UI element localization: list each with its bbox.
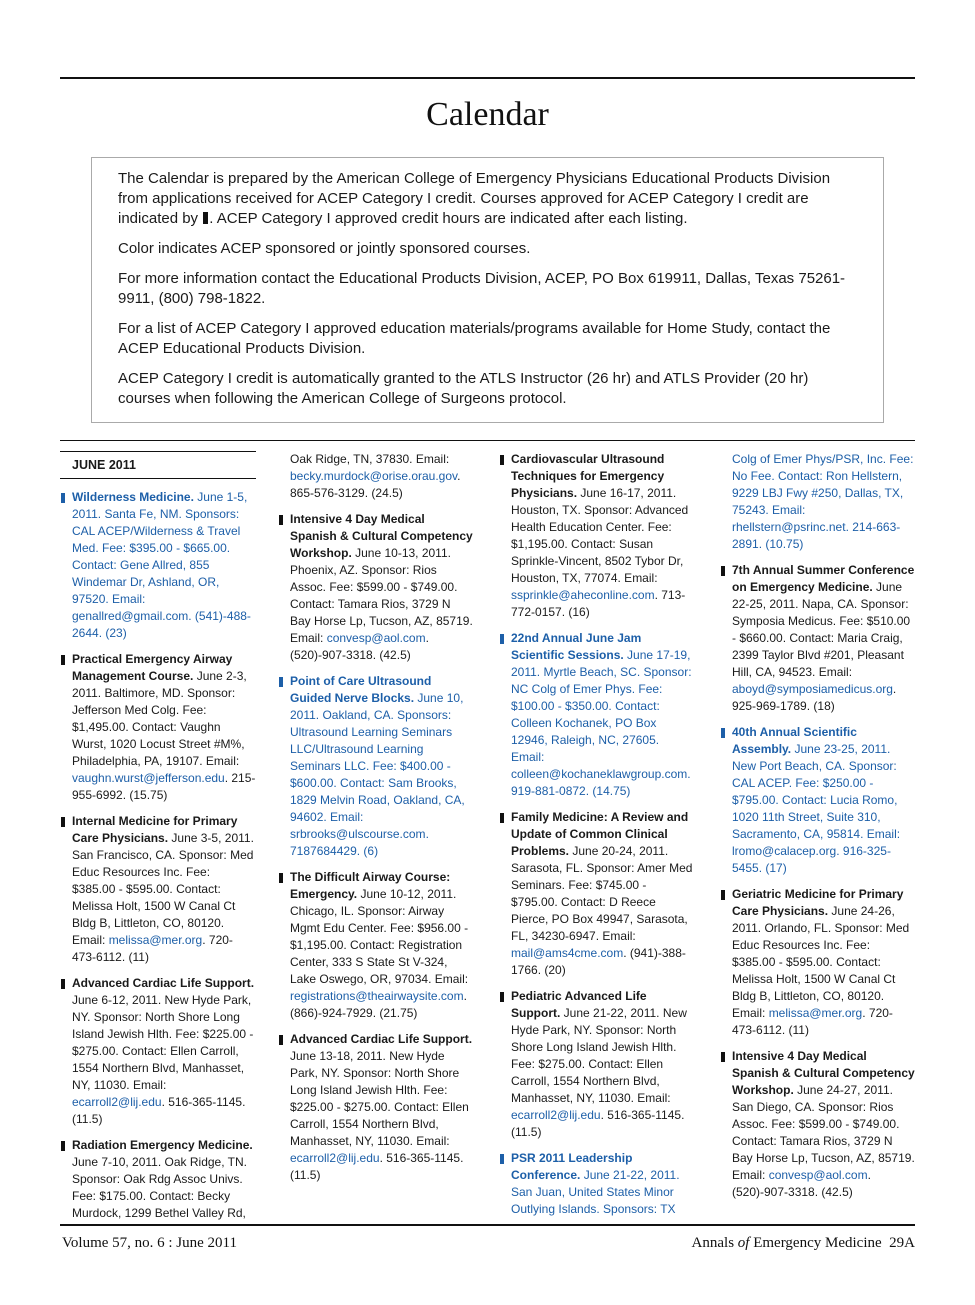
listing-email-link[interactable]: ecarroll2@lij.edu [72,1095,162,1109]
category-marker-icon [279,1035,283,1045]
category-marker-icon [279,677,283,687]
listing-title: The Difficult Airway Course: Emergency. [290,870,451,901]
intro-paragraph-2: Color indicates ACEP sponsored or jointly sponsored courses. [118,240,531,257]
listing-phone-credit: . 516-365-1145. (11.5) [72,1095,246,1126]
listing-email-link[interactable]: ecarroll2@lij.edu [511,1108,601,1122]
listing-email-link[interactable]: lromo@calacep.org [732,844,837,858]
listing-details: June 21-22, 2011. New Hyde Park, NY. Sponsor: North Shore Long Island Jewish Hlth. Fee: $275.00. Contact: Ellen Carroll, 1554 Northern Blvd, Manhasset, NY, 11030. Email: [511,1006,687,1105]
intro-text: . ACEP Category I approved credit hours are indicated after each listing. [209,210,688,227]
page-title: Calendar [426,96,549,133]
listing-title: Wilderness Medicine. [72,490,194,504]
category-marker-icon [61,817,65,827]
journal-name: Emergency Medicine [749,1235,882,1251]
category-marker-icon [721,728,725,738]
listing-phone-credit: . (866)-924-7929. (21.75) [290,989,467,1020]
listing-details: June 7-10, 2011. Oak Ridge, TN. Sponsor: Oak Rdg Assoc Univs. Fee: $175.00. Contact: Becky Murdock, 1299 Bethel Valley Rd, [72,1155,247,1220]
listing-phone-credit: . 214-663-2891. (10.75) [732,520,901,551]
listing [60,651,256,804]
listing-details: June 20-24, 2011. Sarasota, FL. Sponsor: Amer Med Seminars. Fee: $745.00 - $795.00. Contact: D Reece Pierce, PO Box 49947, Sarasota, FL, 34230-6947. Email: [511,844,693,943]
listing-details: June 24-26, 2011. Orlando, FL. Sponsor: Med Educ Resources Inc. Fee: $385.00 - $595.00. Contact: Melissa Holt, 1500 W Canal Ct Bldg B, Littleton, CO, 80120. Email: [732,904,910,1020]
intro-paragraph-1 [118,169,857,229]
listing [499,630,695,800]
listing-title: Cardiovascular Ultrasound Techniques for Emergency Physicians. [511,452,665,500]
listing [499,1150,695,1218]
listing-title: Geriatric Medicine for Primary Care Physicians. [732,887,904,918]
top-rule [60,77,915,79]
column-2 [278,451,474,1193]
listing [499,451,695,621]
listing-details: June 2-3, 2011. Baltimore, MD. Sponsor: Jefferson Med Colg. Fee: $1,495.00. Contact: Vaughn Wurst, 1020 Locust Street #M%, Philadelphia, PA, 19107. Email: [72,669,247,768]
listing-title: Intensive 4 Day Medical Spanish & Cultural Competency Workshop. [732,1049,915,1097]
listing [499,988,695,1141]
journal-name: Annals [691,1235,738,1251]
category-marker-icon [500,1154,504,1164]
listing [60,489,256,642]
listing-continued [720,451,916,553]
column-4 [720,451,916,1210]
listing-phone-credit: . (541)-488-2644. (23) [72,609,251,640]
category-marker-icon [61,493,65,503]
category-marker-icon [721,890,725,900]
listing-phone-credit: . (520)-907-3318. (42.5) [732,1168,871,1199]
category-marker-icon [500,455,504,465]
listing-details: June 13-18, 2011. New Hyde Park, NY. Sponsor: North Shore Long Island Jewish Hlth. Fee: $225.00 - $275.00. Contact: Ellen Carroll, 1554 Northern Blvd, Manhasset, NY, 11030. Email: [290,1049,469,1148]
category-marker-icon [61,655,65,665]
listing-details: June 10, 2011. Oakland, CA. Sponsors: Ultrasound Learning Seminars LLC/Ultrasound Learning Seminars LLC. Fee: $400.00 - $600.00. Contact: Sam Brooks, 1829 Melvin Road, Oakland, CA, 94602. Email: [290,691,465,824]
listing-phone-credit: . 919-881-0872. (14.75) [511,767,691,798]
listing-details: June 22-25, 2011. Napa, CA. Sponsor: Symposia Medicus. Fee: $510.00 - $660.00. Contact: Maria Craig, 2399 Taylor Blvd #201, Pleasant Hill, CA, 94523. Email: [732,580,911,679]
category-marker-icon [721,1052,725,1062]
listing-details: June 23-25, 2011. New Port Beach, CA. Sponsor: CAL ACEP. Fee: $250.00 - $795.00. Contact: Lucia Romo, 1020 11th Street, Suite 310, Sacramento, CA, 95814. Email: [732,742,901,841]
listing-continued [278,451,474,502]
listing-email-link[interactable]: vaughn.wurst@jefferson.edu [72,771,225,785]
listing-email-link[interactable]: rhellstern@psrinc.net [732,520,846,534]
column-3 [499,451,695,1227]
listing-details: June 17-19, 2011. Myrtle Beach, SC. Sponsor: NC Colg of Emer Phys. Fee: $100.00 - $350.00. Contact: Colleen Kochanek, PO Box 12946, Raleigh, NC, 27605. Email: [511,648,692,764]
category-marker-icon [500,813,504,823]
listing-details: June 21-22, 2011. San Juan, United States Minor Outlying Islands. Sponsors: TX [511,1168,680,1216]
listing [60,975,256,1128]
listing-details: June 10-12, 2011. Chicago, IL. Sponsor: Airway Mgmt Edu Center. Fee: $956.00 - $1,195.00. Contact: Registration Center, 333 S State St V-324, Lake Oswego, OR, 97034. Email: [290,887,469,986]
listing-title: 22nd Annual June Jam Scientific Sessions. [511,631,642,662]
listing-phone-credit: . 516-365-1145. (11.5) [511,1108,685,1139]
listing-phone-credit: . (520)-907-3318. (42.5) [290,631,429,662]
section-rule [60,440,915,441]
listing-email-link[interactable]: melissa@mer.org [108,933,203,947]
listing [278,511,474,664]
listing-title: Radiation Emergency Medicine. [72,1138,253,1152]
listing-details: June 3-5, 2011. San Francisco, CA. Sponsor: Med Educ Resources Inc. Fee: $385.00 - $595.00. Contact: Melissa Holt, 1500 W Canal Ct Bldg B, Littleton, CO, 80120. Email: [72,831,254,947]
listing-details: Colg of Emer Phys/PSR, Inc. Fee: No Fee. Contact: Ron Hellstern, 9229 LBJ Fwy #250, Dallas, TX, 75243. Email: [732,452,914,517]
listing-title: Intensive 4 Day Medical Spanish & Cultural Competency Workshop. [290,512,473,560]
listing-details: June 24-27, 2011. San Diego, CA. Sponsor: Rios Assoc. Fee: $599.00 - $749.00. Contact: Tamara Rios, 3729 N Bay Horse Lp, Tucson, AZ, 85719. Email: [732,1083,915,1182]
listing [278,1031,474,1184]
category-marker-icon [500,634,504,644]
listing-email-link[interactable]: colleen@kochaneklawgroup.com [511,767,688,781]
listing-details: June 16-17, 2011. Houston, TX. Sponsor: Advanced Health Education Center. Fee: $1,195.00. Contact: Susan Sprinkle-Vincent, 8502 Tybor Dr, Houston, TX, 77074. Email: [511,486,689,585]
category-marker-icon [61,979,65,989]
listing-details: June 6-12, 2011. New Hyde Park, NY. Sponsor: North Shore Long Island Jewish Hlth. Fee: $225.00 - $275.00. Contact: Ellen Carroll, 1554 Northern Blvd, Manhasset, NY, 11030. Email: [72,993,254,1092]
listing [499,809,695,979]
listing [720,1048,916,1201]
category-marker-icon [279,873,283,883]
listing-email-link[interactable]: registrations@theairwaysite.com [290,989,464,1003]
listing-title: Practical Emergency Airway Management Course. [72,652,233,683]
listing [278,673,474,860]
listing-title: Point of Care Ultrasound Guided Nerve Blocks. [290,674,432,705]
listing-phone-credit: . 720-473-6112. (11) [732,1006,893,1037]
listing [60,1137,256,1222]
listing-phone-credit: . 215-955-6992. (15.75) [72,771,256,802]
listing-title: Advanced Cardiac Life Support. [72,976,255,990]
listing-email-link[interactable]: melissa@mer.org [768,1006,863,1020]
listing-title: Family Medicine: A Review and Update of Common Clinical Problems. [511,810,689,858]
listing-title: PSR 2011 Leadership Conference. [511,1151,633,1182]
listing-email-link[interactable]: ecarroll2@lij.edu [290,1151,380,1165]
listing-details: June 10-13, 2011. Phoenix, AZ. Sponsor: Rios Assoc. Fee: $599.00 - $749.00. Contact: Tamara Rios, 3729 N Bay Horse Lp, Tucson, AZ, 85719. Email: [290,546,473,645]
listing [720,886,916,1039]
category-marker-icon [721,566,725,576]
listing-phone-credit: . 713-772-0157. (16) [511,588,686,619]
listing-title: 7th Annual Summer Conference on Emergency Medicine. [732,563,915,594]
listing-details: June 1-5, 2011. Santa Fe, NM. Sponsors: CAL ACEP/Wilderness & Travel Med. Fee: $395.00 - $665.00. Contact: Gene Allred, 855 Windemar Dr, Ashland, OR, 97520. Email: [72,490,248,606]
listing-email-link[interactable]: genallred@gmail.com [72,609,189,623]
column-1 [60,451,256,1231]
listing-phone-credit: . 7187684429. (6) [290,827,429,858]
listing-title: Advanced Cardiac Life Support. [290,1032,473,1046]
intro-text: The Calendar is prepared by the American College of Emergency Physicians Educational Products Division from applications received for ACEP Category I credit. Courses approved for ACEP Category I credit are indicated by [118,170,831,227]
listing-details: Oak Ridge, TN, 37830. Email: [290,452,450,466]
listing-email-link[interactable]: becky.murdock@orise.orau.gov [290,469,458,483]
category-marker-icon [500,992,504,1002]
intro-box [91,157,884,423]
listing-phone-credit: . (941)-388-1766. (20) [511,946,686,977]
listing-email-link[interactable]: convesp@aol.com [326,631,426,645]
footer-journal [692,1235,915,1252]
category-marker-icon [61,1141,65,1151]
listing-phone-credit: . 925-969-1789. (18) [732,682,897,713]
listing-email-link[interactable]: aboyd@symposiamedicus.org [732,682,893,696]
listing-email-link[interactable]: ssprinkle@aheconline.com [511,588,655,602]
intro-paragraph-3: For more information contact the Educational Products Division, ACEP, PO Box 619911, Dallas, Texas 75261-9911, (800) 798-1822. [118,270,846,307]
category-marker-icon [279,515,283,525]
listing-phone-credit: . 916-325-5455. (17) [732,844,891,875]
intro-paragraph-4: For a list of ACEP Category I approved education materials/programs available for Home Study, contact the ACEP Educational Products Division. [118,320,831,357]
listing-phone-credit: . 720-473-6112. (11) [72,933,233,964]
listing [60,813,256,966]
listing-email-link[interactable]: convesp@aol.com [768,1168,868,1182]
category-one-marker-icon [203,212,208,224]
listing-title: Pediatric Advanced Life Support. [511,989,647,1020]
listing-email-link[interactable]: mail@ams4cme.com [511,946,624,960]
listing-phone-credit: . 865-576-3129. (24.5) [290,469,461,500]
listing [720,724,916,877]
intro-paragraph-5: ACEP Category I credit is automatically granted to the ATLS Instructor (26 hr) and ATLS Provider (20 hr) courses when following the American College of Surgeons protocol. [118,370,809,407]
listing-title: 40th Annual Scientific Assembly. [732,725,857,756]
journal-name-of: of [737,1235,750,1251]
listing-title: Internal Medicine for Primary Care Physicians. [72,814,238,845]
listing [278,869,474,1022]
listing-phone-credit: . 516-365-1145. (11.5) [290,1151,464,1182]
month-heading: JUNE 2011 [60,451,256,479]
footer-volume: Volume 57, no. 6 : June 2011 [62,1235,237,1251]
listing [720,562,916,715]
footer-rule [60,1224,915,1226]
listing-email-link[interactable]: srbrooks@ulscourse.com [290,827,426,841]
page-number: 29A [889,1235,915,1251]
